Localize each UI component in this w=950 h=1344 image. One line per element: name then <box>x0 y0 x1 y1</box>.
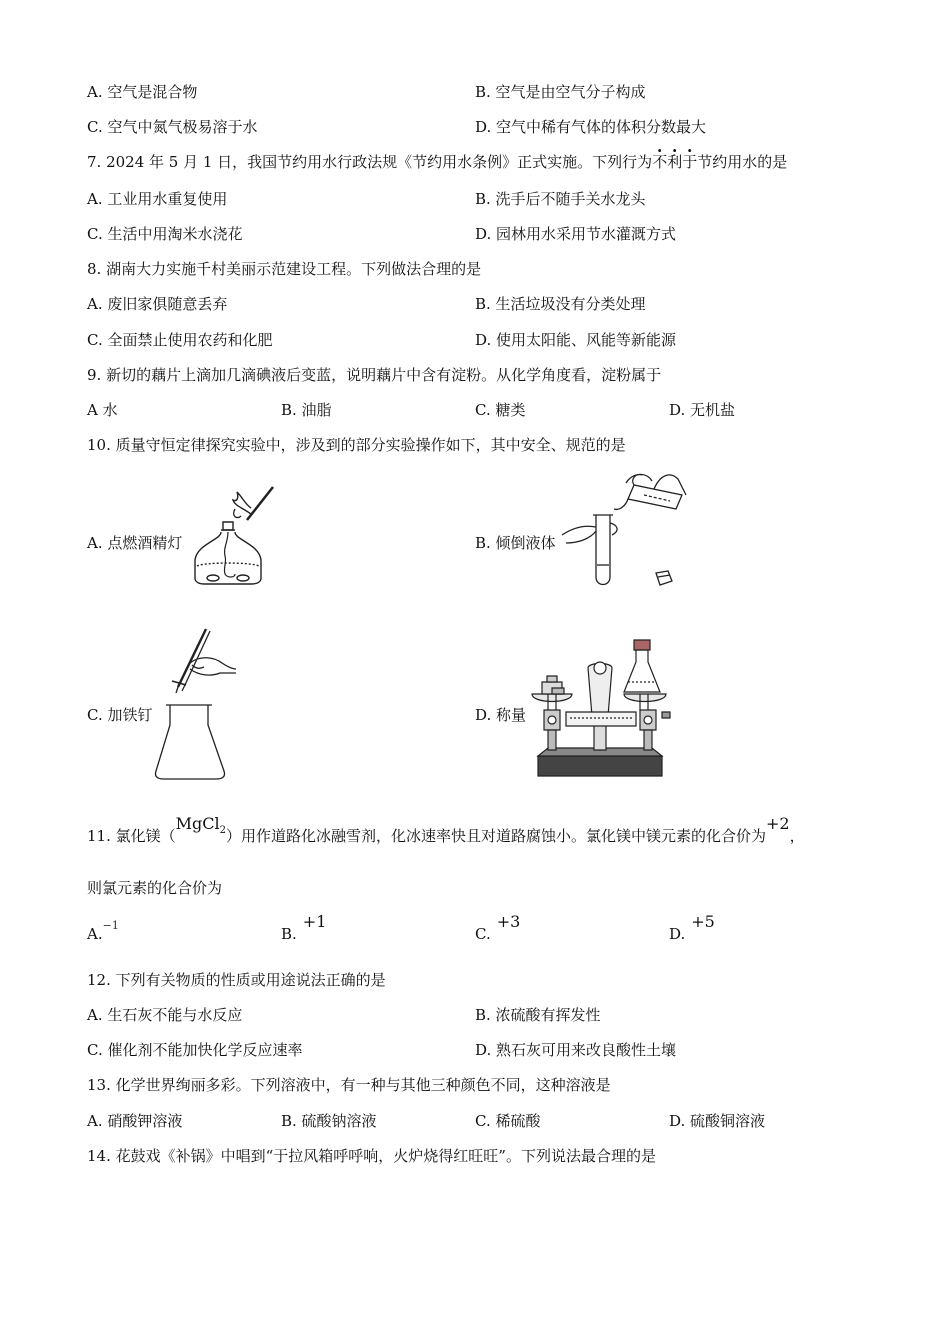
add-iron-nail-illustration <box>150 625 240 785</box>
q7-option-d: D. 园林用水采用节水灌溉方式 <box>475 225 677 243</box>
q10-option-a: A. 点燃酒精灯 <box>87 534 183 552</box>
q14-stem: 14. 花鼓戏《补锅》中唱到“于拉风箱呼呼响，火炉烧得红旺旺”。下列说法最合理的是 <box>87 1147 656 1165</box>
q13-stem: 13. 化学世界绚丽多彩。下列溶液中，有一种与其他三种颜色不同，这种溶液是 <box>87 1076 611 1094</box>
q11-stem-line2: 则氯元素的化合价为 <box>87 879 223 897</box>
mgcl2-formula: MgCl$_2$ <box>175 814 226 837</box>
q12-option-c: C. 催化剂不能加快化学反应速率 <box>87 1041 303 1059</box>
q13-option-a: A. 硝酸钾溶液 <box>87 1112 183 1130</box>
q12-stem: 12. 下列有关物质的性质或用途说法正确的是 <box>87 971 386 989</box>
q8-option-a: A. 废旧家俱随意丢弃 <box>87 295 228 313</box>
q6-option-b: B. 空气是由空气分子构成 <box>475 83 646 101</box>
q8-stem: 8. 湖南大力实施千村美丽示范建设工程。下列做法合理的是 <box>87 260 482 278</box>
emphasis-mark: 利 <box>667 153 683 171</box>
q12-option-b: B. 浓硫酸有挥发性 <box>475 1006 601 1024</box>
q13-option-d: D. 硫酸铜溶液 <box>669 1112 766 1130</box>
q6-option-d: D. 空气中稀有气体的体积分数最大 <box>475 118 707 136</box>
balance-weighing-illustration <box>528 632 673 782</box>
q7-option-a: A. 工业用水重复使用 <box>87 190 228 208</box>
q8-option-c: C. 全面禁止使用农药和化肥 <box>87 331 273 349</box>
q13-option-b: B. 硫酸钠溶液 <box>281 1112 377 1130</box>
q7-option-c: C. 生活中用淘米水浇花 <box>87 225 243 243</box>
alcohol-lamp-illustration <box>185 482 285 592</box>
q11-option-c: C.+3 <box>475 912 521 943</box>
q12-option-a: A. 生石灰不能与水反应 <box>87 1006 243 1024</box>
q7-stem: 7. 2024 年 5 月 1 日，我国节约用水行政法规《节约用水条例》正式实施。下列行为不利于节约用水的是 <box>87 153 788 171</box>
q13-option-c: C. 稀硫酸 <box>475 1112 541 1130</box>
q9-stem: 9. 新切的藕片上滴加几滴碘液后变蓝，说明藕片中含有淀粉。从化学角度看，淀粉属于 <box>87 366 662 384</box>
q8-option-d: D. 使用太阳能、风能等新能源 <box>475 331 677 349</box>
q9-option-a: A 水 <box>87 401 118 419</box>
q9-option-c: C. 糖类 <box>475 401 526 419</box>
q9-option-b: B. 油脂 <box>281 401 332 419</box>
q11-option-d: D.+5 <box>669 912 715 943</box>
mg-valence: +2 <box>766 814 790 833</box>
q8-option-b: B. 生活垃圾没有分类处理 <box>475 295 646 313</box>
q11-stem: 11. 氯化镁（MgCl$_2$）用作道路化冰融雪剂，化冰速率快且对道路腐蚀小。氯化镁中镁元素的化合价为+2， <box>87 814 805 845</box>
q10-option-b: B. 倾倒液体 <box>475 534 556 552</box>
q11-option-b: B.+1 <box>281 912 327 943</box>
q7-option-b: B. 洗手后不随手关水龙头 <box>475 190 646 208</box>
q12-option-d: D. 熟石灰可用来改良酸性土壤 <box>475 1041 677 1059</box>
emphasis-mark: 于 <box>682 153 698 171</box>
emphasis-mark: 不 <box>652 153 668 171</box>
q10-option-d: D. 称量 <box>475 706 527 724</box>
q10-option-c: C. 加铁钉 <box>87 706 153 724</box>
q11-option-a: A.$^{-1}$ <box>87 919 119 943</box>
q6-option-c: C. 空气中氮气极易溶于水 <box>87 118 258 136</box>
q9-option-d: D. 无机盐 <box>669 401 736 419</box>
q10-stem: 10. 质量守恒定律探究实验中，涉及到的部分实验操作如下，其中安全、规范的是 <box>87 436 626 454</box>
q6-option-a: A. 空气是混合物 <box>87 83 198 101</box>
pouring-liquid-illustration <box>560 465 690 595</box>
